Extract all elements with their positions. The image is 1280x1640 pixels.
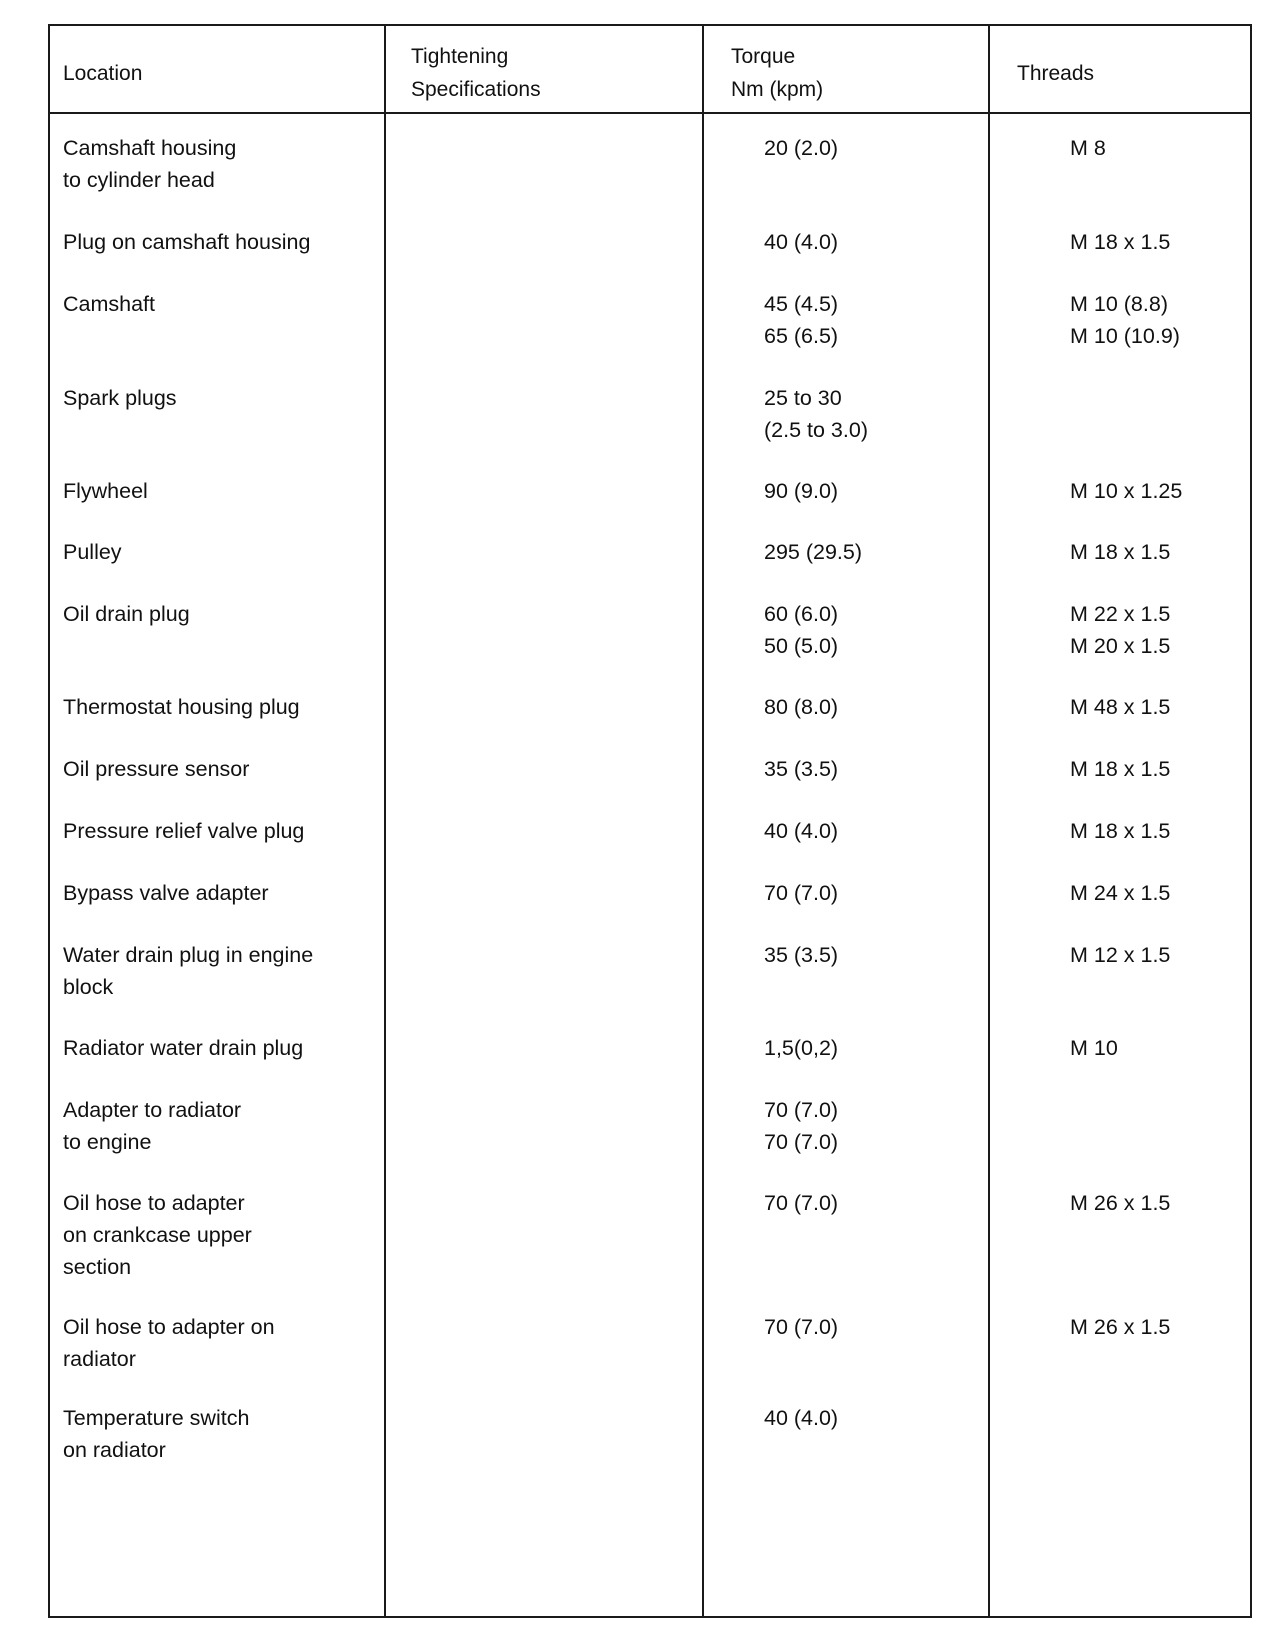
cell-threads: M 18 x 1.5 <box>1070 819 1171 843</box>
cell-location: Temperature switch on radiator <box>63 1406 250 1462</box>
cell-threads: M 10 (8.8) M 10 (10.9) <box>1070 292 1180 348</box>
cell-torque: 35 (3.5) <box>764 757 839 781</box>
cell-location: Radiator water drain plug <box>63 1036 304 1060</box>
cell-location: Camshaft housing to cylinder head <box>63 136 237 192</box>
header-threads: Threads <box>1017 62 1095 85</box>
cell-location: Thermostat housing plug <box>63 695 300 719</box>
cell-threads: M 26 x 1.5 <box>1070 1315 1171 1339</box>
cell-location: Flywheel <box>63 479 148 503</box>
cell-torque: 40 (4.0) <box>764 230 839 254</box>
cell-torque: 70 (7.0) <box>764 1315 839 1339</box>
cell-torque: 295 (29.5) <box>764 540 863 564</box>
cell-threads: M 8 <box>1070 136 1106 160</box>
cell-threads: M 48 x 1.5 <box>1070 695 1171 719</box>
cell-threads: M 18 x 1.5 <box>1070 230 1171 254</box>
cell-threads: M 22 x 1.5 M 20 x 1.5 <box>1070 602 1171 658</box>
cell-location: Pulley <box>63 540 122 564</box>
cell-location: Pressure relief valve plug <box>63 819 305 843</box>
cell-location: Water drain plug in engine block <box>63 943 314 999</box>
cell-torque: 70 (7.0) 70 (7.0) <box>764 1098 839 1154</box>
header-location: Location <box>63 62 143 85</box>
cell-torque: 90 (9.0) <box>764 479 839 503</box>
cell-threads: M 18 x 1.5 <box>1070 540 1171 564</box>
cell-threads: M 24 x 1.5 <box>1070 881 1171 905</box>
cell-torque: 40 (4.0) <box>764 819 839 843</box>
cell-location: Camshaft <box>63 292 156 316</box>
header-specifications: Tightening Specifications <box>411 45 541 101</box>
cell-torque: 70 (7.0) <box>764 1191 839 1215</box>
cell-torque: 40 (4.0) <box>764 1406 839 1430</box>
cell-threads: M 12 x 1.5 <box>1070 943 1171 967</box>
cell-torque: 45 (4.5) 65 (6.5) <box>764 292 839 348</box>
cell-torque: 20 (2.0) <box>764 136 839 160</box>
header-torque: Torque Nm (kpm) <box>731 45 824 101</box>
cell-threads: M 18 x 1.5 <box>1070 757 1171 781</box>
cell-torque: 35 (3.5) <box>764 943 839 967</box>
cell-threads: M 10 x 1.25 <box>1070 479 1183 503</box>
cell-location: Oil hose to adapter on crankcase upper section <box>63 1191 252 1279</box>
cell-location: Spark plugs <box>63 386 177 410</box>
cell-location: Adapter to radiator to engine <box>63 1098 242 1154</box>
cell-threads: M 26 x 1.5 <box>1070 1191 1171 1215</box>
cell-torque: 1,5(0,2) <box>764 1036 839 1060</box>
column-divider-1 <box>384 26 386 1616</box>
header-divider <box>50 112 1250 114</box>
cell-location: Oil drain plug <box>63 602 190 626</box>
torque-specifications-table <box>48 24 1252 1618</box>
cell-location: Plug on camshaft housing <box>63 230 311 254</box>
cell-torque: 70 (7.0) <box>764 881 839 905</box>
cell-location: Bypass valve adapter <box>63 881 269 905</box>
cell-torque: 25 to 30 (2.5 to 3.0) <box>764 386 868 442</box>
cell-torque: 60 (6.0) 50 (5.0) <box>764 602 839 658</box>
cell-torque: 80 (8.0) <box>764 695 839 719</box>
cell-location: Oil pressure sensor <box>63 757 250 781</box>
cell-threads: M 10 <box>1070 1036 1118 1060</box>
cell-location: Oil hose to adapter on radiator <box>63 1315 275 1371</box>
column-divider-2 <box>702 26 704 1616</box>
